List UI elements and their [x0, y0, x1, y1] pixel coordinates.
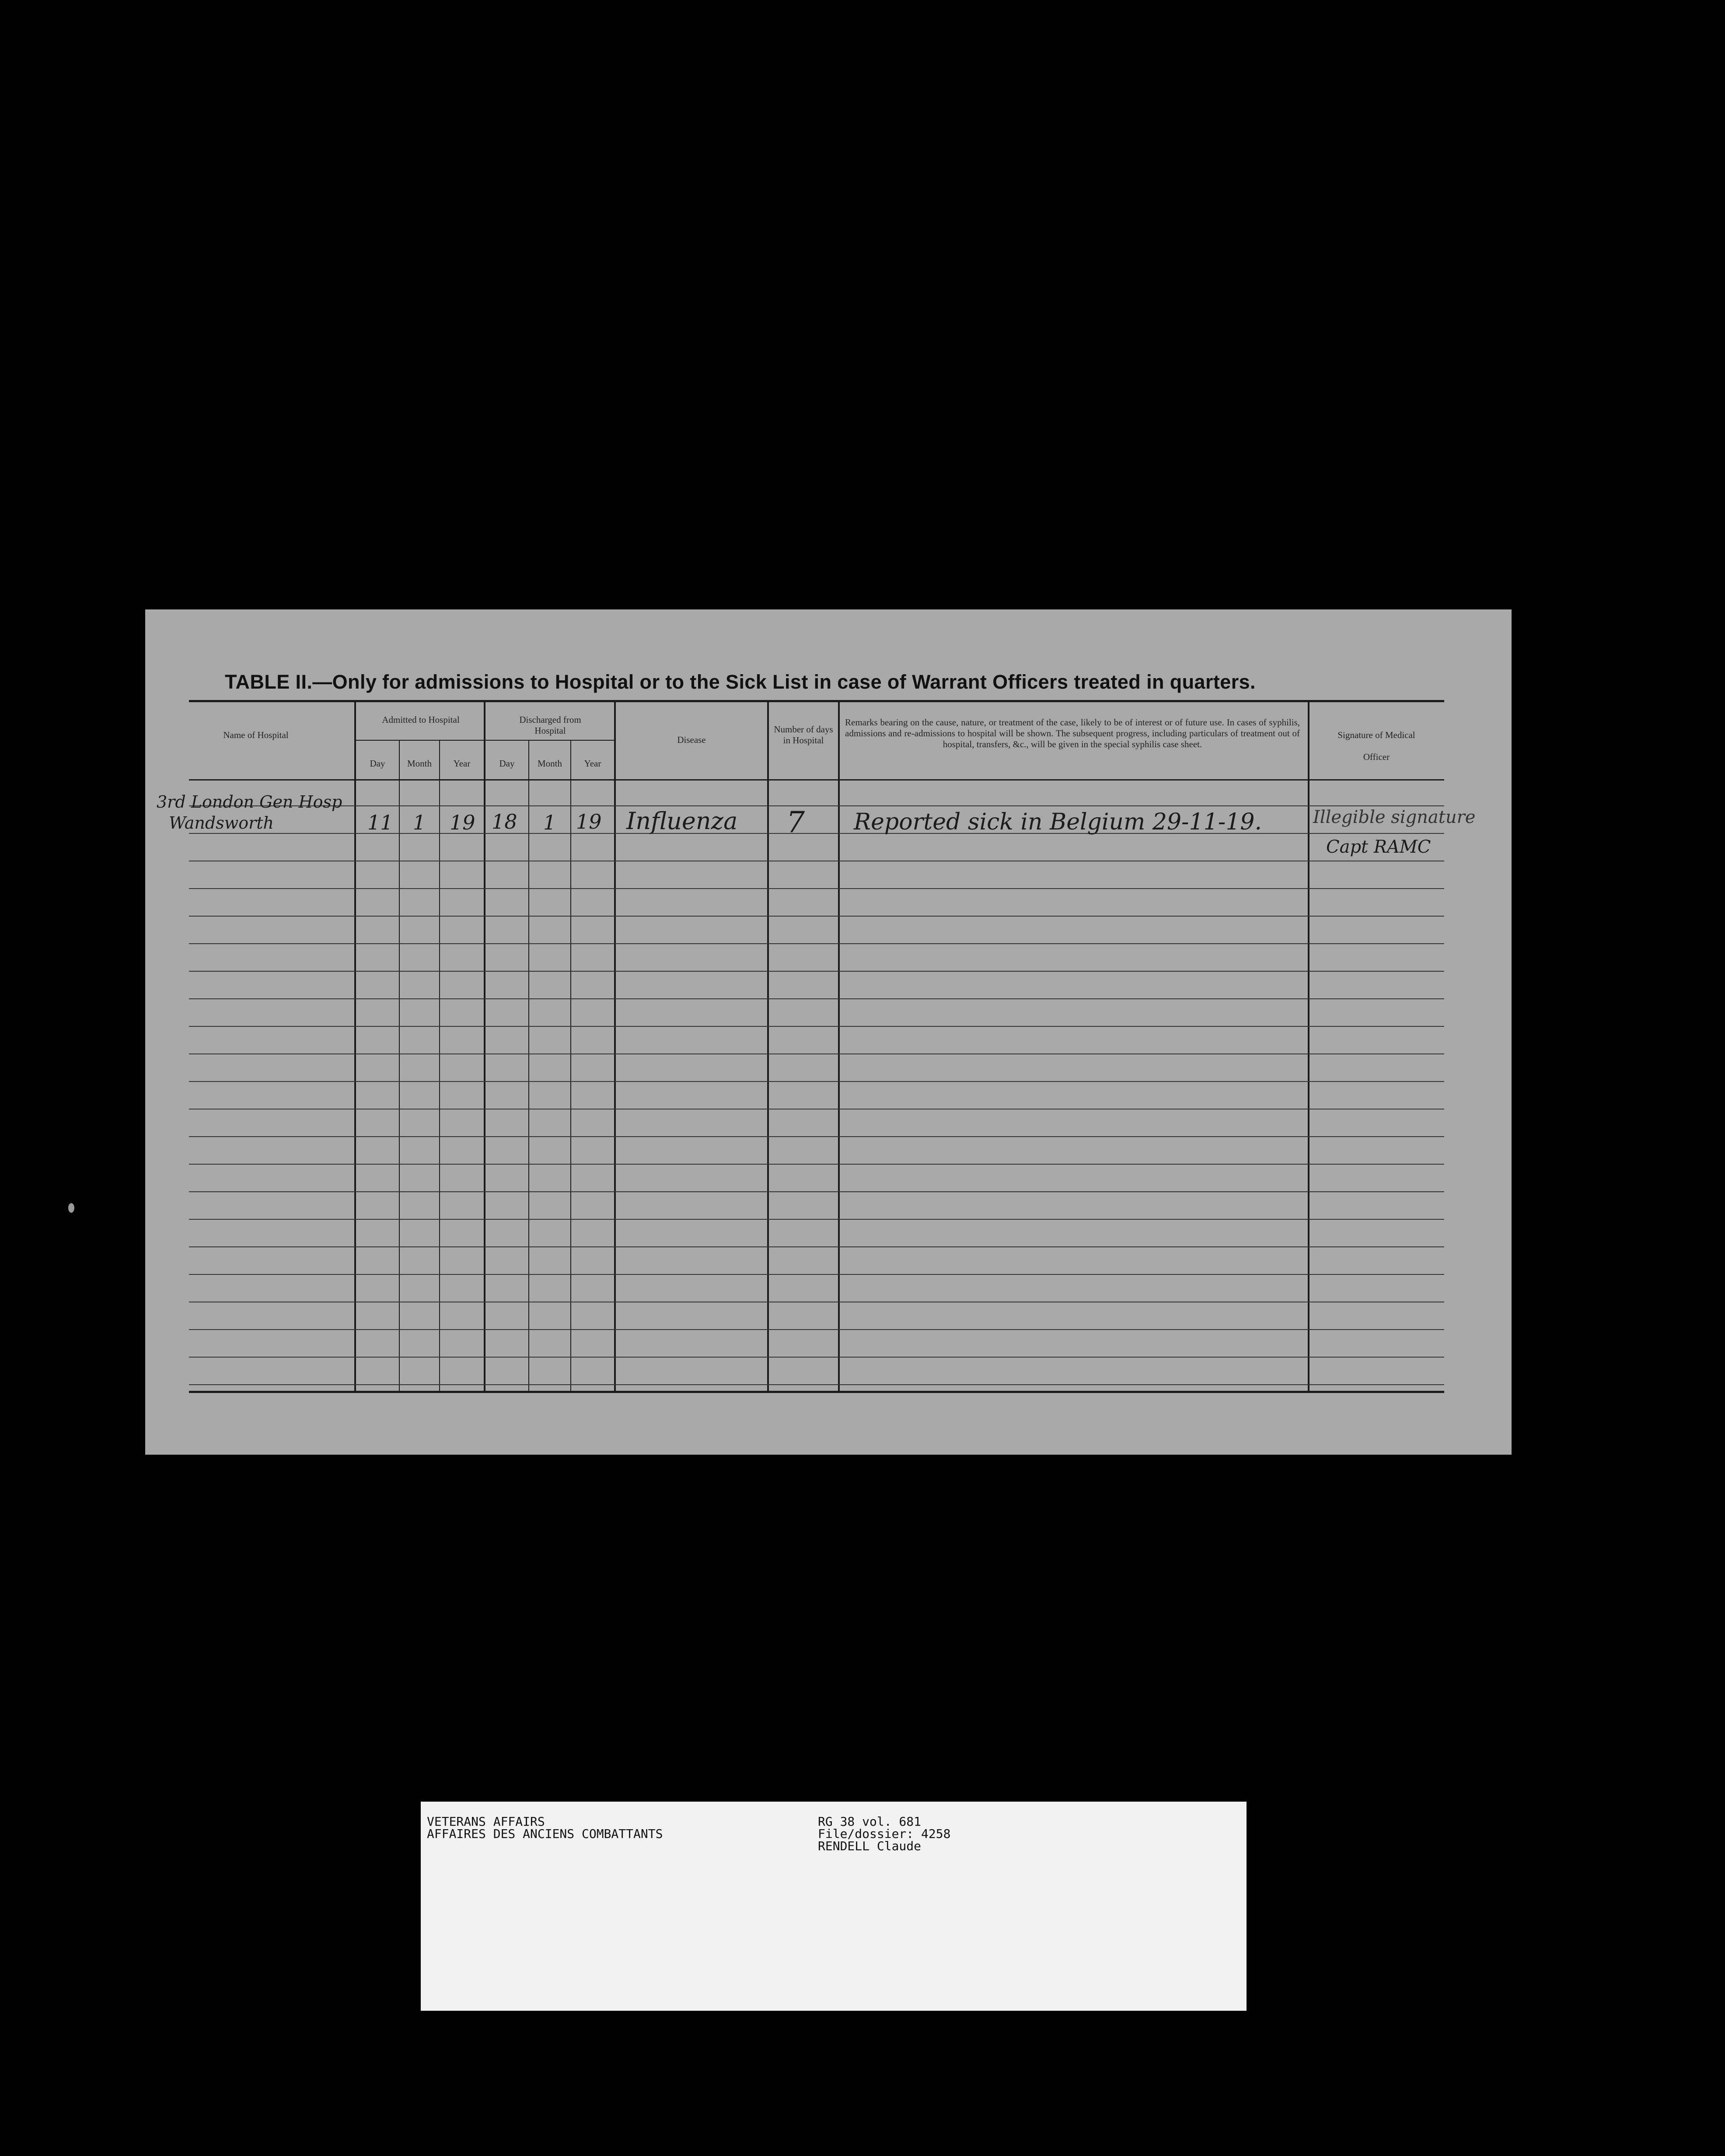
subheader-rule — [355, 740, 485, 741]
col-rule — [1308, 701, 1309, 1392]
entry-dis-month: 1 — [543, 811, 556, 834]
top-rule — [189, 700, 1444, 702]
row-rule — [189, 1219, 1444, 1220]
record-card — [145, 609, 1512, 1455]
row-rule — [189, 1191, 1444, 1192]
entry-adm-year: 19 — [450, 811, 475, 834]
row-rule — [189, 998, 1444, 999]
label-line2-right: File/dossier: 4258 — [818, 1827, 951, 1841]
label-line3-right: RENDELL Claude — [818, 1839, 922, 1853]
entry-days: 7 — [786, 805, 805, 839]
col-rule — [767, 701, 769, 1392]
archive-label — [421, 1802, 1247, 2011]
row-rule — [189, 1329, 1444, 1330]
col-rule — [528, 741, 529, 1392]
entry-signature-line2: Capt RAMC — [1326, 837, 1431, 857]
table-title: TABLE II.—Only for admissions to Hospital or to the Sick List in case of Warrant Officers treated in quarters. — [225, 671, 1256, 693]
header-admitted: Admitted to Hospital — [382, 714, 460, 725]
entry-remarks: Reported sick in Belgium 29-11-19. — [854, 809, 1262, 835]
header-remarks: Remarks bearing on the cause, nature, or treatment of the case, likely to be of interest or of future use. In cases of syphilis, admissions and re-admissions to hospital will be shown. The subsequent progress, including particulars of treatment out of hospital, transfers, &c., will be given in the special syphilis case sheet. — [845, 717, 1300, 749]
row-rule — [189, 971, 1444, 972]
col-rule — [484, 701, 485, 1392]
entry-adm-day: 11 — [367, 811, 393, 834]
header-days: Number of days in Hospital — [774, 724, 833, 746]
entry-adm-month: 1 — [413, 811, 426, 834]
bottom-rule — [189, 1391, 1444, 1393]
entry-hospital-line2: Wandsworth — [169, 813, 274, 833]
header-discharged: Discharged from Hospital — [519, 714, 581, 736]
row-rule — [189, 916, 1444, 917]
header-adm-year: Year — [453, 758, 471, 769]
row-rule — [189, 1109, 1444, 1110]
col-rule — [354, 701, 356, 1392]
row-rule — [189, 1384, 1444, 1385]
header-adm-day: Day — [370, 758, 385, 769]
row-rule — [189, 1357, 1444, 1358]
header-rule — [189, 779, 1444, 780]
entry-disease: Influenza — [626, 807, 738, 835]
row-rule — [189, 1246, 1444, 1247]
col-rule — [570, 741, 571, 1392]
row-rule — [189, 1274, 1444, 1275]
label-line2-left: AFFAIRES DES ANCIENS COMBATTANTS — [427, 1827, 663, 1841]
header-name-of-hospital: Name of Hospital — [223, 730, 289, 740]
row-rule — [189, 888, 1444, 889]
col-rule — [439, 741, 440, 1392]
header-signature: Signature of Medical Officer — [1337, 730, 1415, 762]
row-rule — [189, 1026, 1444, 1027]
row-rule — [189, 805, 1444, 806]
col-rule — [614, 701, 616, 1392]
header-dis-day: Day — [499, 758, 515, 769]
header-adm-month: Month — [407, 758, 432, 769]
col-rule — [838, 701, 840, 1392]
header-dis-month: Month — [537, 758, 562, 769]
entry-dis-year: 19 — [576, 810, 602, 833]
entry-hospital-line1: 3rd London Gen Hosp — [157, 792, 342, 812]
entry-dis-day: 18 — [492, 810, 517, 833]
header-dis-year: Year — [584, 758, 601, 769]
col-rule — [399, 741, 400, 1392]
scan-speck — [68, 1203, 74, 1213]
label-line1-right: RG 38 vol. 681 — [818, 1814, 922, 1829]
row-rule — [189, 943, 1444, 944]
row-rule — [189, 1081, 1444, 1082]
subheader-rule — [485, 740, 615, 741]
row-rule — [189, 1136, 1444, 1137]
label-line1-left: VETERANS AFFAIRS — [427, 1814, 545, 1829]
entry-signature-line1: Illegible signature — [1313, 807, 1476, 827]
row-rule — [189, 1164, 1444, 1165]
header-disease: Disease — [677, 735, 706, 745]
